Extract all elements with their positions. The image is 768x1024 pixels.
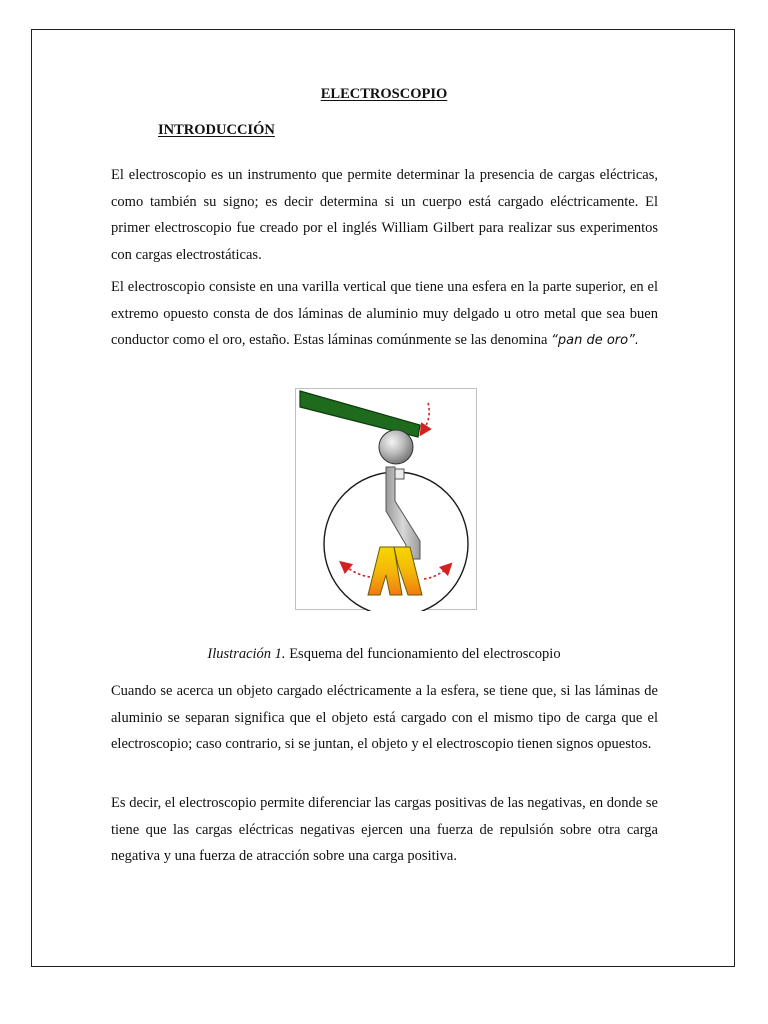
figure-caption-text: Esquema del funcionamiento del electroscopio [285, 646, 561, 662]
section-heading-introduccion: INTRODUCCIÓN [158, 122, 275, 138]
paragraph-structure-text: El electroscopio consiste en una varilla vertical que tiene una esfera en la parte superior, en el extremo opuesto consta de dos láminas de aluminio muy delgado u otro metal que sea buen conductor como el oro, estaño. Estas láminas comúnmente se las denomina [111, 279, 658, 348]
figure-caption [0, 646, 768, 663]
pan-de-oro-term: “pan de oro”. [551, 333, 639, 348]
metal-sphere [379, 430, 413, 464]
approach-arrow [423, 403, 429, 431]
electroscope-drawing [296, 389, 478, 611]
electroscope-illustration [295, 388, 477, 610]
charged-rod [300, 391, 420, 437]
paragraph-charge-test: Cuando se acerca un objeto cargado eléctricamente a la esfera, se tiene que, si las láminas de aluminio se separan significa que el objeto está cargado con el mismo tipo de carga que el electroscopio; caso contrario, si se juntan, el objeto y el electroscopio tienen signos opuestos. [111, 683, 658, 752]
paragraph-definition: El electroscopio es un instrumento que permite determinar la presencia de cargas eléctricas, como también su signo; es decir determina si un cuerpo está cargado eléctricamente. El primer electroscopio fue creado por el inglés William Gilbert para realizar sus experimentos con cargas electrostáticas. [111, 167, 658, 263]
figure-caption-label: Ilustración 1. [207, 646, 286, 662]
document-title: ELECTROSCOPIO [320, 86, 448, 102]
paragraph-structure [111, 274, 658, 355]
paragraph-charge-forces: Es decir, el electroscopio permite diferenciar las cargas positivas de las negativas, en donde se tiene que las cargas eléctricas negativas ejercen una fuerza de repulsión sobre otra carga negativa y una fuerza de atracción sobre una carga positiva. [111, 795, 658, 864]
